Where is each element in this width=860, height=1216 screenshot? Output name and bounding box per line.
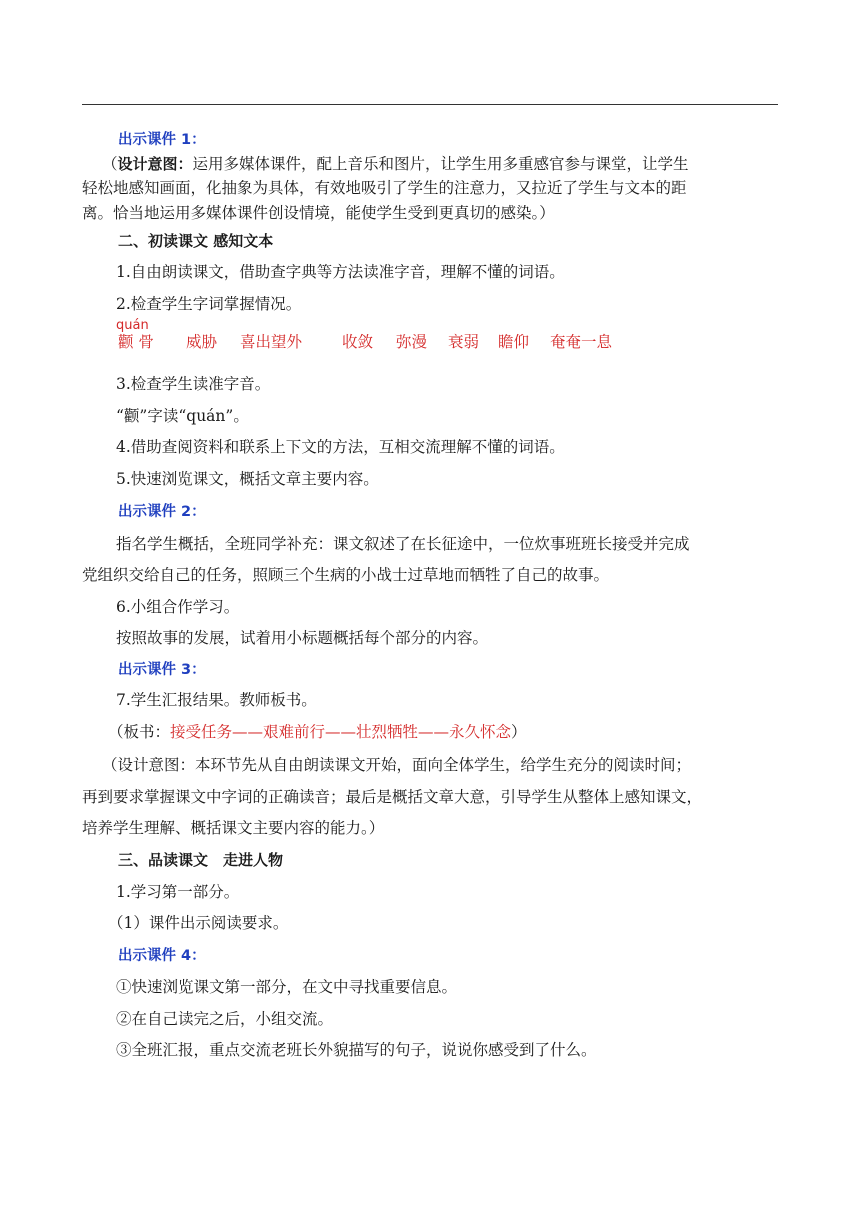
vocab-word: 威胁 (186, 333, 218, 351)
summary-line-2: 党组织交给自己的任务，照顾三个生病的小战士过草地而牺牲了自己的故事。 (82, 566, 610, 584)
step-7: 7.学生汇报结果。教师板书。 (116, 691, 317, 709)
summary-line-1: 指名学生概括，全班同学补充：课文叙述了在长征途中，一位炊事班班长接受并完成 (116, 535, 690, 553)
pinyin-annotation: quán (116, 318, 149, 333)
blackboard-summary (108, 722, 808, 742)
vocab-word: 奄奄一息 (550, 333, 613, 351)
design-intent-label: 设计意图： (117, 155, 193, 173)
vocab-word: 衰弱 (448, 333, 480, 351)
requirement-1: ①快速浏览课文第一部分，在文中寻找重要信息。 (116, 978, 458, 996)
vocab-word: 喜出望外 (240, 333, 303, 351)
design-intent-1-line-3: 离。恰当地运用多媒体课件创设情境，能使学生受到更真切的感染。） (82, 204, 555, 222)
section-2-title: 二、初读课文 感知文本 (118, 232, 274, 250)
design-intent-2-line-2: 再到要求掌握课文中字词的正确读音；最后是概括文章大意，引导学生从整体上感知课文， (82, 788, 703, 806)
step-4: 4.借助查阅资料和联系上下文的方法，互相交流理解不懂的词语。 (116, 438, 565, 456)
paren-open: （ (102, 155, 118, 173)
design-intent-2-line-3: 培养学生理解、概括课文主要内容的能力。） (82, 819, 385, 837)
part-1: 1.学习第一部分。 (116, 883, 240, 901)
vocab-word: 颧 骨 (118, 333, 154, 351)
courseware-heading-2: 出示课件 2： (118, 504, 206, 520)
section-3-title: 三、品读课文 走进人物 (118, 851, 284, 869)
step-3: 3.检查学生读准字音。 (116, 375, 271, 393)
design-intent-2-line-1: （设计意图：本环节先从自由朗读课文开始，面向全体学生，给学生充分的阅读时间； (102, 756, 692, 774)
design-intent-text: 运用多媒体课件，配上音乐和图片，让学生用多重感官参与课堂，让学生 (192, 155, 689, 173)
board-content: 接受任务——艰难前行——壮烈牺牲——永久怀念 (170, 723, 512, 741)
courseware-heading-1: 出示课件 1： (118, 132, 206, 148)
courseware-heading-4: 出示课件 4： (118, 948, 206, 964)
vocab-word: 弥漫 (396, 333, 428, 351)
vocab-word: 瞻仰 (498, 333, 530, 351)
header-rule (82, 104, 778, 105)
board-prefix: （板书： (108, 723, 171, 741)
step-2: 2.检查学生字词掌握情况。 (116, 295, 302, 313)
design-intent-1-line-1 (102, 154, 776, 174)
step-3-note: “颧”字读“quán”。 (116, 407, 249, 425)
step-1: 1.自由朗读课文，借助查字典等方法读准字音，理解不懂的词语。 (116, 263, 565, 281)
part-1-sub: （1）课件出示阅读要求。 (108, 914, 289, 932)
step-6: 6.小组合作学习。 (116, 598, 240, 616)
requirement-2: ②在自己读完之后，小组交流。 (116, 1010, 334, 1028)
step-6-note: 按照故事的发展，试着用小标题概括每个部分的内容。 (116, 629, 489, 647)
courseware-heading-3: 出示课件 3： (118, 662, 206, 678)
vocab-word: 收敛 (342, 333, 374, 351)
design-intent-1-line-2: 轻松地感知画面，化抽象为具体，有效地吸引了学生的注意力，又拉近了学生与文本的距 (82, 179, 687, 197)
board-suffix: ） (511, 723, 527, 741)
requirement-3: ③全班汇报，重点交流老班长外貌描写的句子，说说你感受到了什么。 (116, 1041, 597, 1059)
step-5: 5.快速浏览课文，概括文章主要内容。 (116, 470, 379, 488)
